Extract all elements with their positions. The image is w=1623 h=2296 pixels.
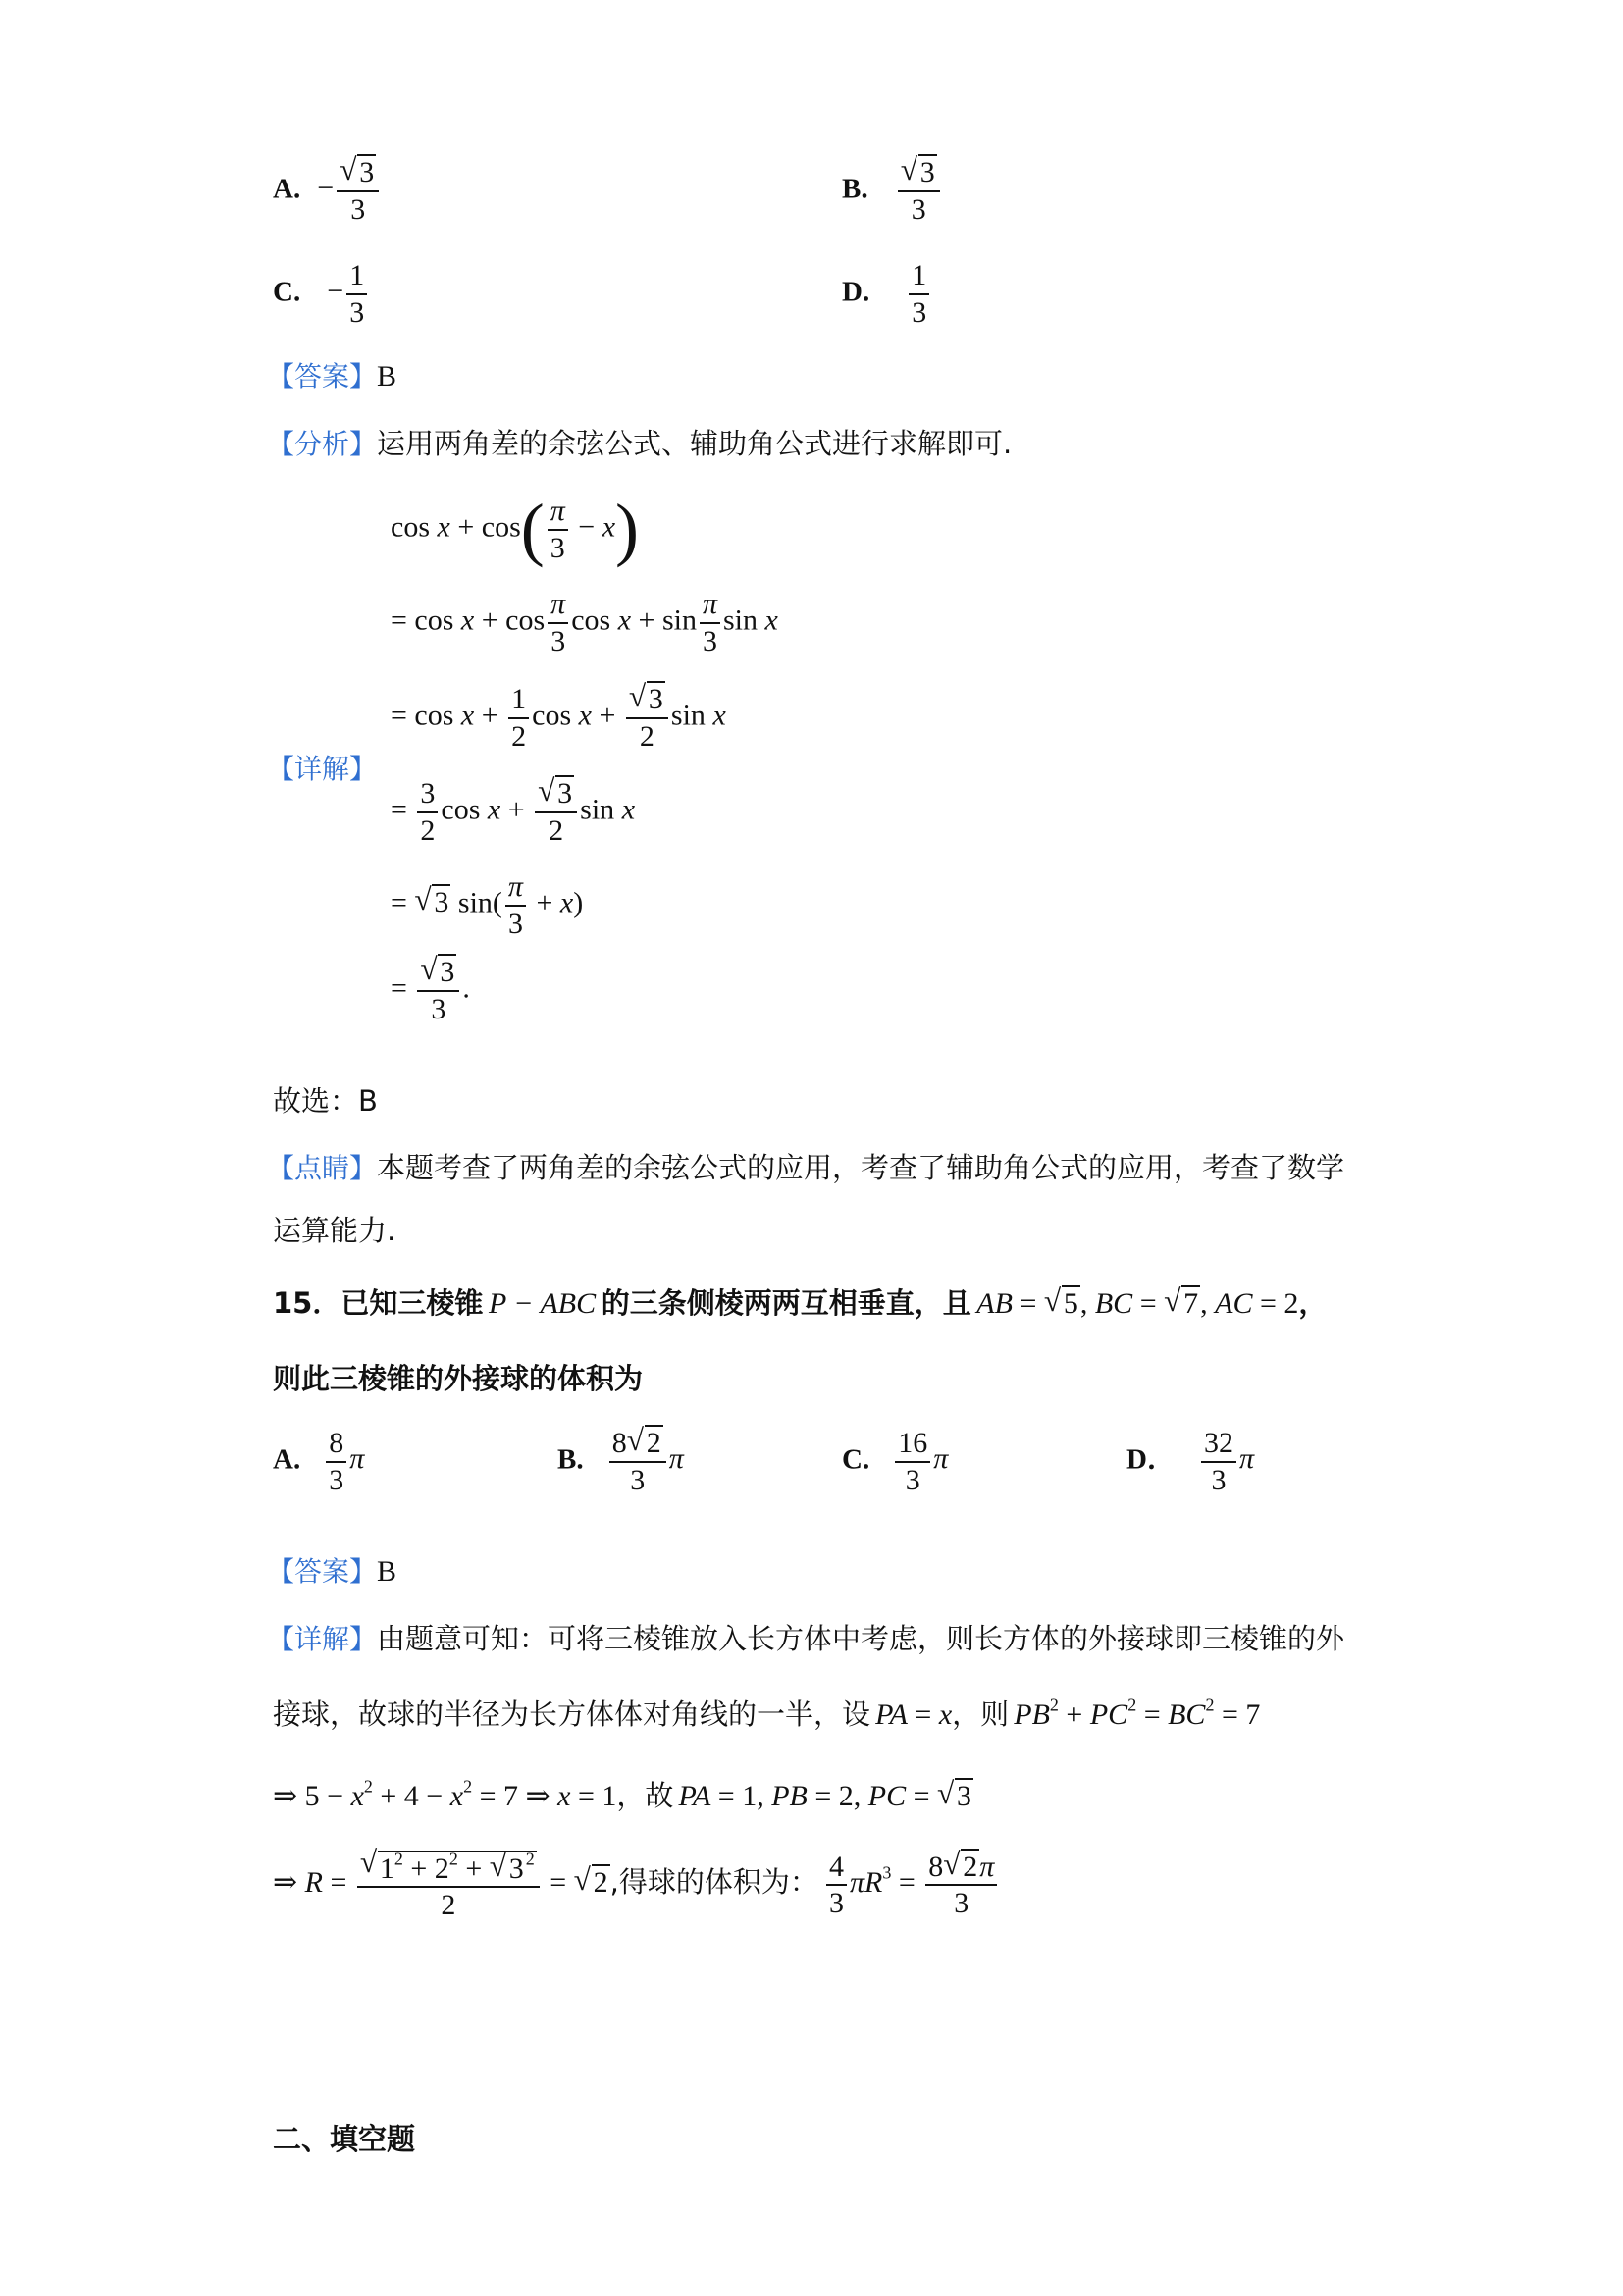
q15-stem-line1 bbox=[273, 1281, 1327, 1322]
detail-text: 由题意可知：可将三棱锥放入长方体中考虑，则长方体的外接球即三棱锥的外 bbox=[377, 1622, 1345, 1655]
stem-conditions: AB = √ 5, BC = √ 7, AC = 2 bbox=[976, 1287, 1298, 1320]
option-letter: D. bbox=[842, 276, 870, 308]
option-letter: D． bbox=[1126, 1443, 1176, 1476]
q14-answer bbox=[267, 355, 396, 394]
q14-step-1: cos x + cos( $\frac{\pi}{3}$ − x) bbox=[391, 490, 639, 569]
option-value: − $\frac{1}{3}$ bbox=[327, 275, 370, 307]
stem-text: 的三条侧棱两两互相垂直，且 bbox=[601, 1286, 971, 1320]
option-letter: B. bbox=[842, 173, 868, 205]
answer-tag: 【答案】 bbox=[267, 360, 378, 392]
q14-option-b bbox=[842, 157, 943, 225]
detail-math: PA = 1, PB = 2, PC = √ 3 bbox=[678, 1780, 973, 1812]
option-value: − √ $\frac{3}{3}$ bbox=[317, 172, 382, 204]
option-value: $\frac{8√ 2}{3}$ π bbox=[606, 1442, 684, 1475]
q14-detail-tag: 【详解】 bbox=[267, 753, 378, 785]
option-value: $\frac{8}{3}$ π bbox=[323, 1442, 364, 1475]
detail-text: ，故 bbox=[616, 1779, 674, 1812]
q14-option-c bbox=[273, 260, 370, 328]
option-letter: A. bbox=[273, 1443, 301, 1476]
detail-text: ,得球的体积为： bbox=[609, 1865, 818, 1900]
q14-option-d bbox=[842, 260, 932, 328]
analysis-text: 运用两角差的余弦公式、辅助角公式进行求解即可. bbox=[377, 427, 1013, 460]
detail-math: ⇒ $5 - x^2 + 4 - x^2 = 7$ ⇒ x = 1 bbox=[273, 1776, 617, 1812]
detail-math: $\frac{4}{3}$ $\pi R^3$ = $\frac{8√ 2\pi}{3}$ bbox=[823, 1866, 1000, 1899]
option-value: $\frac{32}{3}$ π bbox=[1198, 1442, 1254, 1475]
option-letter: A. bbox=[273, 173, 301, 205]
answer-value: B bbox=[377, 1555, 397, 1588]
stem-pyramid: P − ABC bbox=[488, 1287, 597, 1320]
option-letter: C. bbox=[842, 1443, 870, 1476]
q14-step-4: = $\frac{3}{2}$ cos x + √ $\frac{3}{2}$ sin x bbox=[391, 778, 635, 846]
q15-detail-line3 bbox=[273, 1774, 973, 1814]
q15-option-c bbox=[842, 1428, 948, 1495]
option-letter: B. bbox=[557, 1443, 584, 1476]
answer-tag: 【答案】 bbox=[267, 1555, 378, 1588]
q14-analysis bbox=[267, 422, 1012, 462]
q15-option-d bbox=[1126, 1428, 1254, 1495]
detail-tag: 【详解】 bbox=[267, 1623, 378, 1655]
detail-math: $PB^2 + PC^2 = BC^2 = 7$ bbox=[1014, 1695, 1261, 1731]
q15-detail-line4 bbox=[273, 1850, 1000, 1921]
detail-text: ，则 bbox=[952, 1697, 1010, 1731]
section-title: 二、填空题 bbox=[273, 2122, 416, 2156]
option-value: √ $\frac{3}{3}$ bbox=[895, 172, 943, 204]
detail-math: ⇒ R = √ $\frac{1^2 + 2^2 + √ 3 ^2}{2}$ = √ 2 bbox=[273, 1866, 610, 1899]
q14-choose: 故选：B bbox=[273, 1084, 378, 1118]
stem-text: 已知三棱锥 bbox=[340, 1286, 484, 1320]
detail-math: PA = x bbox=[875, 1698, 953, 1731]
q15-answer bbox=[267, 1550, 396, 1590]
option-value: $\frac{1}{3}$ bbox=[906, 275, 932, 307]
q15-option-b bbox=[557, 1428, 684, 1495]
q14-option-a bbox=[273, 157, 382, 225]
option-letter: C. bbox=[273, 276, 301, 308]
stem-comma: ， bbox=[1298, 1286, 1328, 1320]
answer-value: B bbox=[377, 360, 397, 392]
q15-option-a bbox=[273, 1428, 364, 1495]
analysis-tag: 【分析】 bbox=[267, 428, 378, 460]
q15-stem-line2: 则此三棱锥的外接球的体积为 bbox=[273, 1362, 644, 1395]
detail-text: 接球，故球的半径为长方体体对角线的一半，设 bbox=[273, 1697, 871, 1731]
q15-detail-line2 bbox=[273, 1693, 1260, 1733]
q14-step-2: = cos x + cos $\frac{\pi}{3}$ cos x + sin $\frac{\pi}{3}$ sin x bbox=[391, 588, 778, 657]
q14-comment bbox=[267, 1146, 1344, 1186]
q14-step-5: = √ 3 sin( $\frac{\pi}{3}$ + x) bbox=[391, 871, 583, 939]
q14-comment-line2: 运算能力. bbox=[273, 1214, 396, 1247]
q14-step-6: = √ $\frac{3}{3}$ . bbox=[391, 957, 470, 1024]
option-value: $\frac{16}{3}$ π bbox=[892, 1442, 948, 1475]
comment-tag: 【点睛】 bbox=[267, 1152, 378, 1184]
comment-text-line1: 本题考查了两角差的余弦公式的应用，考查了辅助角公式的应用，考查了数学 bbox=[377, 1151, 1345, 1184]
q14-step-3: = cos x + $\frac{1}{2}$ cos x + √ $\frac{3}{2}$ sin x bbox=[391, 684, 726, 752]
q15-detail-line1 bbox=[267, 1617, 1344, 1657]
question-number: 15． bbox=[273, 1286, 341, 1320]
